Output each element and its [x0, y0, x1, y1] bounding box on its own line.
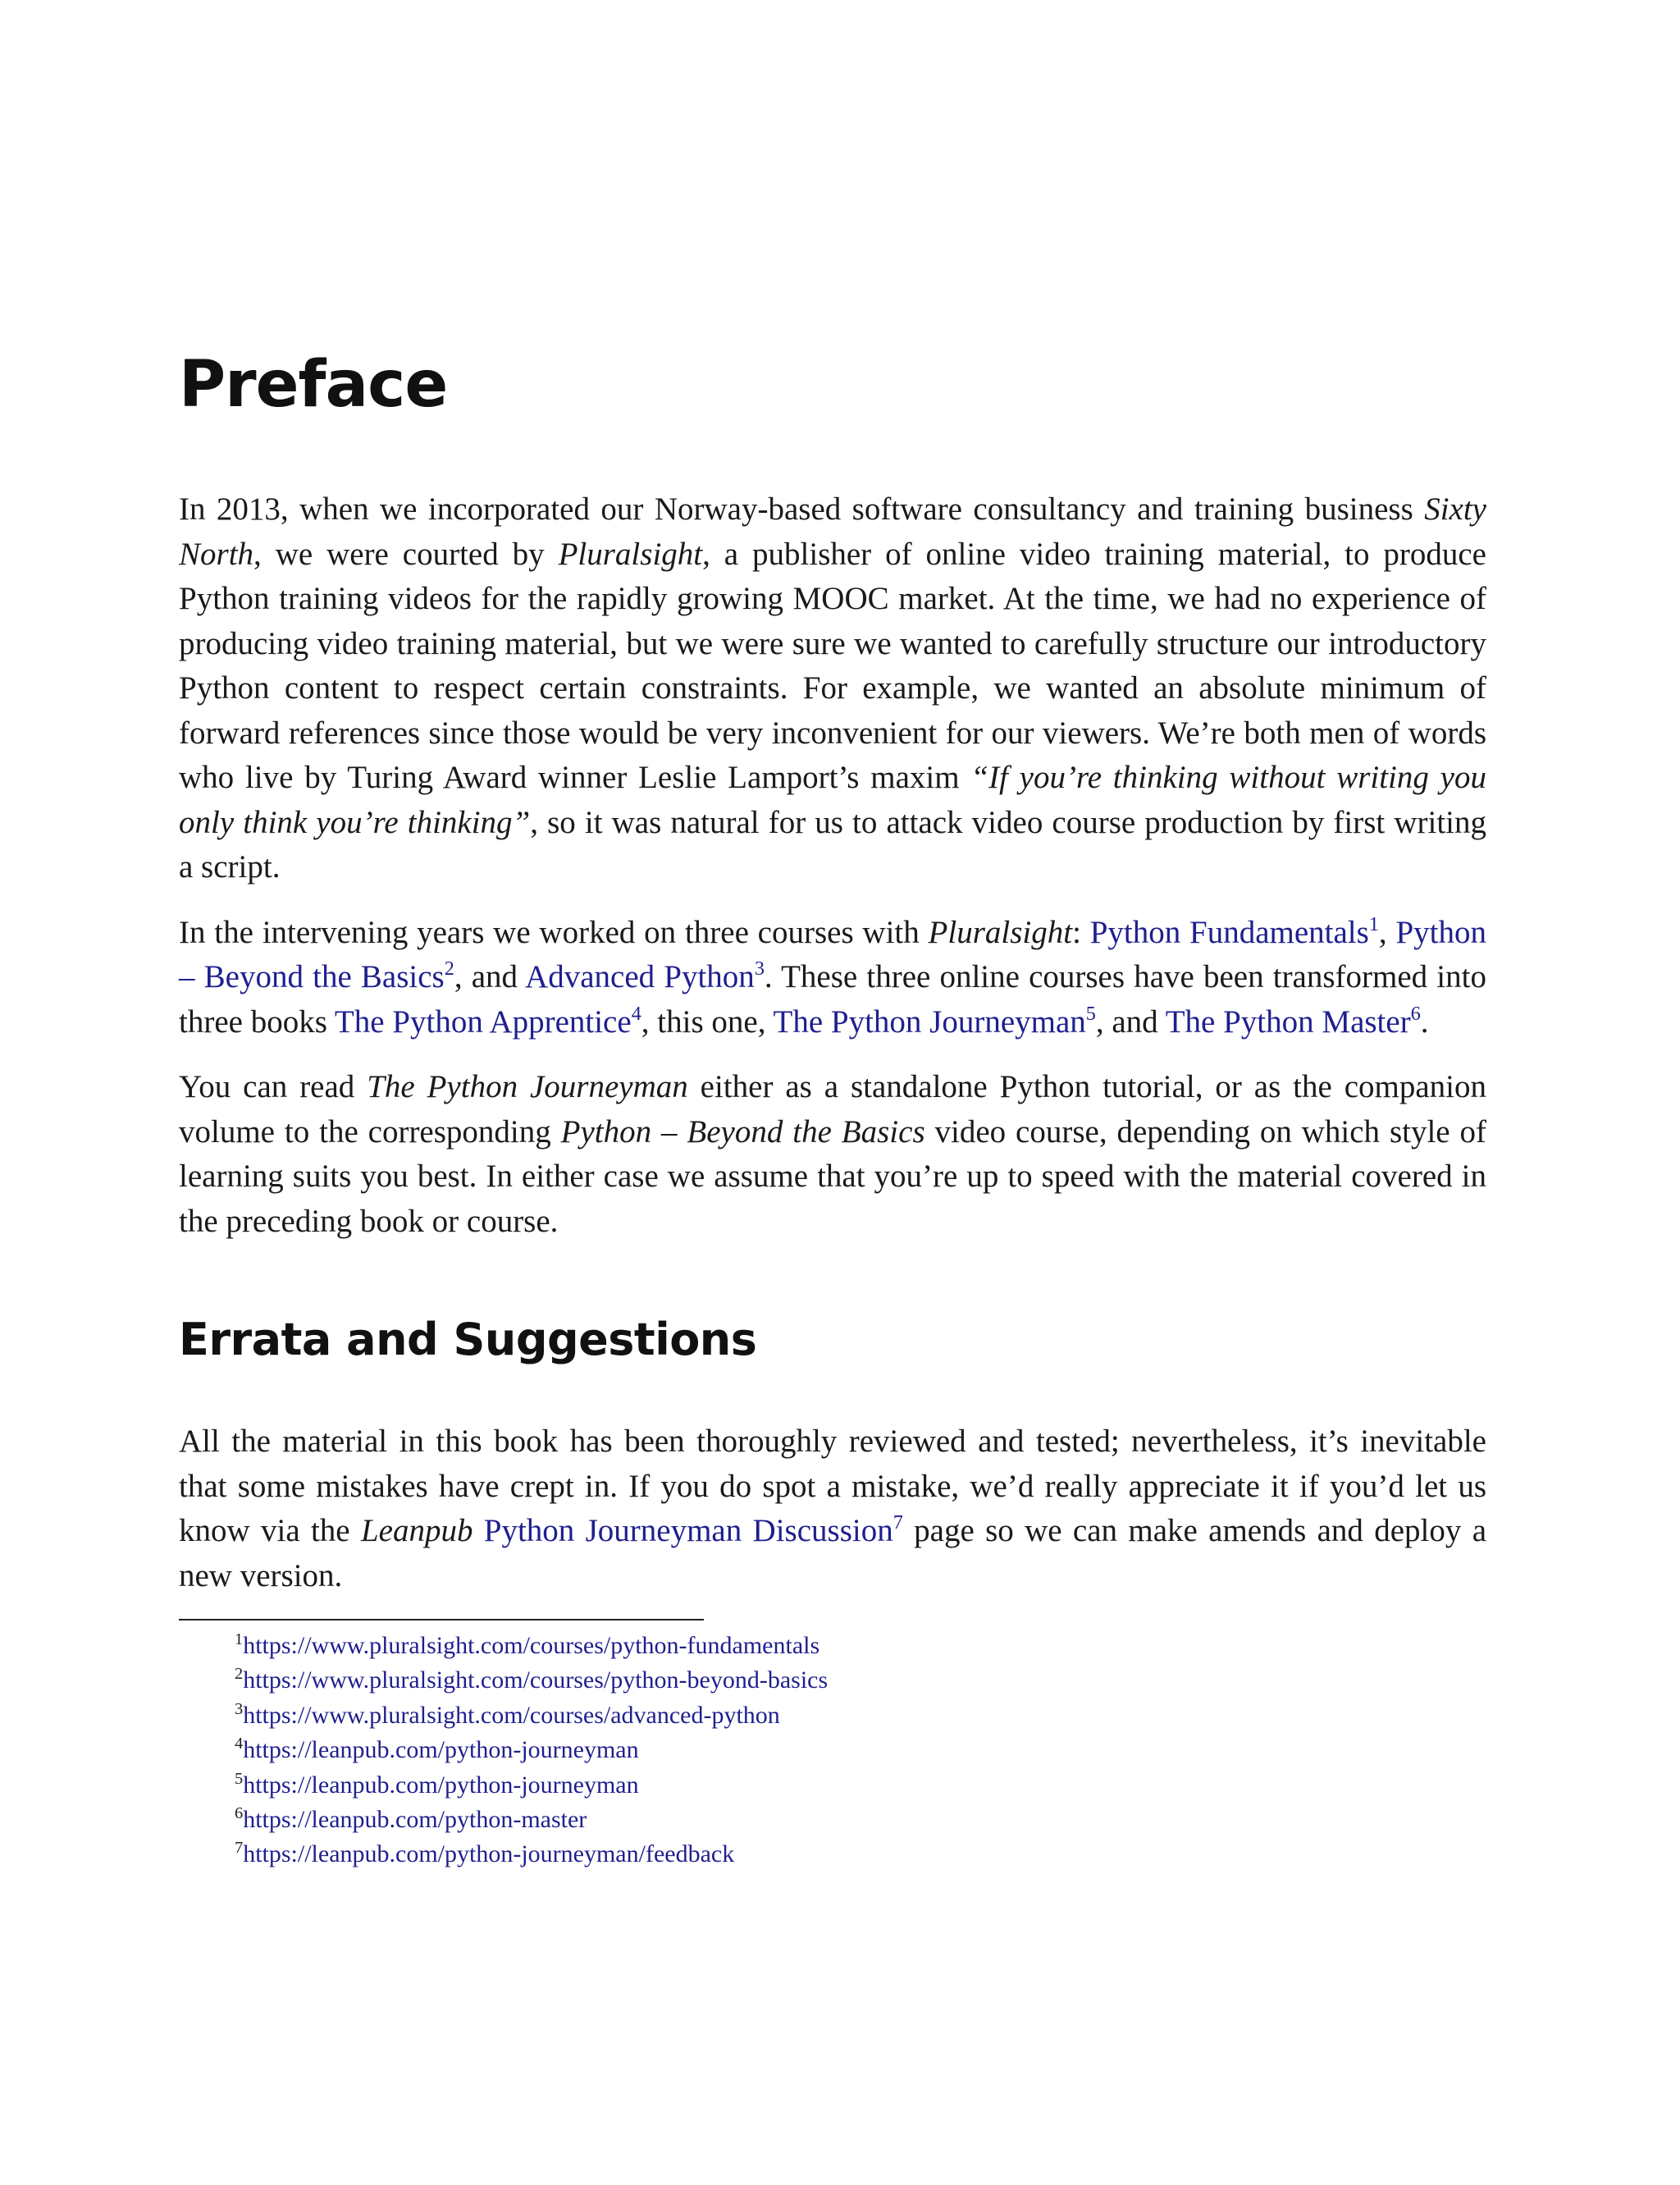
text: , this one, — [641, 1003, 774, 1040]
footnote-number: 7 — [235, 1839, 244, 1858]
footnote-number: 5 — [235, 1769, 244, 1788]
text: : — [1072, 914, 1090, 950]
lamport-quote: “If you’re thinking without writing you only think you’re thinking” — [179, 760, 1486, 840]
footnote-link[interactable]: https://leanpub.com/python-journeyman/feedback — [243, 1840, 735, 1868]
course-title: Python – Beyond the Basics — [560, 1113, 925, 1150]
paragraph-errata — [179, 1419, 1486, 1598]
footnote-item — [235, 1803, 1486, 1837]
link-text[interactable]: Python – Beyond the Basics — [179, 914, 1486, 994]
text: , and — [454, 959, 526, 994]
book-title: The Python Journeyman — [367, 1069, 688, 1104]
footnote-ref[interactable]: 1 — [1368, 912, 1379, 935]
footnote-item — [235, 1698, 1486, 1733]
text: In the intervening years we worked on three courses with — [179, 914, 929, 950]
company-name: Sixty North — [179, 491, 1486, 572]
footnote-ref[interactable]: 5 — [1085, 1002, 1096, 1025]
link-text[interactable]: Python Fundamentals — [1089, 914, 1369, 950]
footnote-item — [235, 1629, 1486, 1663]
text: . — [1420, 1003, 1429, 1040]
text: , so it was natural for us to attack video course production by first writing a script. — [179, 804, 1486, 885]
footnote-number: 6 — [235, 1803, 244, 1822]
link-python-journeyman[interactable] — [774, 1004, 1096, 1040]
footnotes — [235, 1629, 1486, 1872]
link-text[interactable]: The Python Master — [1165, 1003, 1411, 1040]
link-text[interactable]: Advanced Python — [525, 959, 755, 994]
publisher-name: Pluralsight — [558, 536, 703, 572]
footnote-number: 4 — [235, 1735, 244, 1753]
footnote-number: 1 — [235, 1630, 244, 1648]
footnote-link[interactable]: https://leanpub.com/python-master — [243, 1806, 587, 1834]
paragraph-courses — [179, 911, 1486, 1045]
paragraph-reading — [179, 1065, 1486, 1244]
footnote-item — [235, 1733, 1486, 1767]
footnote-ref[interactable]: 4 — [631, 1002, 641, 1025]
footnote-link[interactable]: https://www.pluralsight.com/courses/advanced-python — [243, 1701, 780, 1729]
footnote-ref[interactable]: 6 — [1410, 1002, 1421, 1025]
footnote-number: 2 — [235, 1665, 244, 1684]
footnote-ref[interactable]: 3 — [754, 958, 765, 981]
text: , — [1378, 914, 1396, 950]
text: , we were courted by — [253, 536, 559, 572]
page-content — [179, 348, 1487, 1872]
footnote-item — [235, 1837, 1486, 1872]
footnote-link[interactable]: https://www.pluralsight.com/courses/python-fundamentals — [243, 1632, 820, 1659]
platform-name: Leanpub — [360, 1513, 473, 1548]
text: video course, depending on which style of learning suits you best. In either case we assume that you’re up to speed with the material covered in the preceding book or course. — [179, 1113, 1486, 1239]
page-title: Preface — [179, 348, 448, 422]
text: , a publisher of online video training material, to produce Python training videos for the rapidly growing MOOC market. At the time, we had no experience of producing video training material, but we were sure we wanted to carefully structure our introductory Python content to respect certain constraints. For example, we wanted an absolute minimum of forward references since those would be very inconvenient for our viewers. We’re both men of words who live by Turing Award winner Leslie Lamport’s maxim — [179, 536, 1486, 795]
text: either as a standalone Python tutorial, or as the companion volume to the corresponding — [179, 1069, 1486, 1150]
text — [472, 1513, 483, 1548]
text: page so we can make amends and deploy a new version. — [179, 1513, 1487, 1593]
paragraph-intro — [179, 487, 1486, 890]
text: You can read — [179, 1069, 368, 1104]
footnote-ref[interactable]: 7 — [892, 1511, 903, 1534]
footnote-link[interactable]: https://leanpub.com/python-journeyman — [243, 1771, 639, 1799]
footnote-divider — [179, 1619, 704, 1620]
footnote-item — [235, 1663, 1486, 1698]
publisher-name: Pluralsight — [928, 914, 1073, 950]
text: , and — [1095, 1003, 1166, 1040]
text: In 2013, when we incorporated our Norway-based software consultancy and training business — [179, 491, 1425, 527]
link-text[interactable]: The Python Apprentice — [334, 1003, 632, 1040]
link-python-master[interactable] — [1166, 1004, 1421, 1040]
link-advanced-python[interactable] — [525, 959, 765, 994]
link-text[interactable]: Python Journeyman Discussion — [483, 1513, 893, 1548]
link-python-fundamentals[interactable] — [1089, 912, 1379, 950]
text: All the material in this book has been thoroughly reviewed and tested; nevertheless, it’s inevitable that some mistakes have crept in. If you do spot a mistake, we’d really appreciate it if you’d let us know via the — [179, 1424, 1486, 1548]
link-text[interactable]: The Python Journeyman — [773, 1003, 1086, 1040]
link-journeyman-discussion[interactable] — [484, 1513, 903, 1548]
text: . These three online courses have been transformed into three books — [179, 959, 1486, 1040]
footnote-ref[interactable]: 2 — [444, 958, 454, 981]
footnote-link[interactable]: https://leanpub.com/python-journeyman — [243, 1736, 639, 1764]
footnote-number: 3 — [235, 1699, 244, 1718]
section-heading: Errata and Suggestions — [179, 1314, 757, 1365]
footnote-item — [235, 1768, 1486, 1803]
link-python-apprentice[interactable] — [335, 1004, 641, 1040]
footnote-link[interactable]: https://www.pluralsight.com/courses/python-beyond-basics — [243, 1666, 829, 1694]
